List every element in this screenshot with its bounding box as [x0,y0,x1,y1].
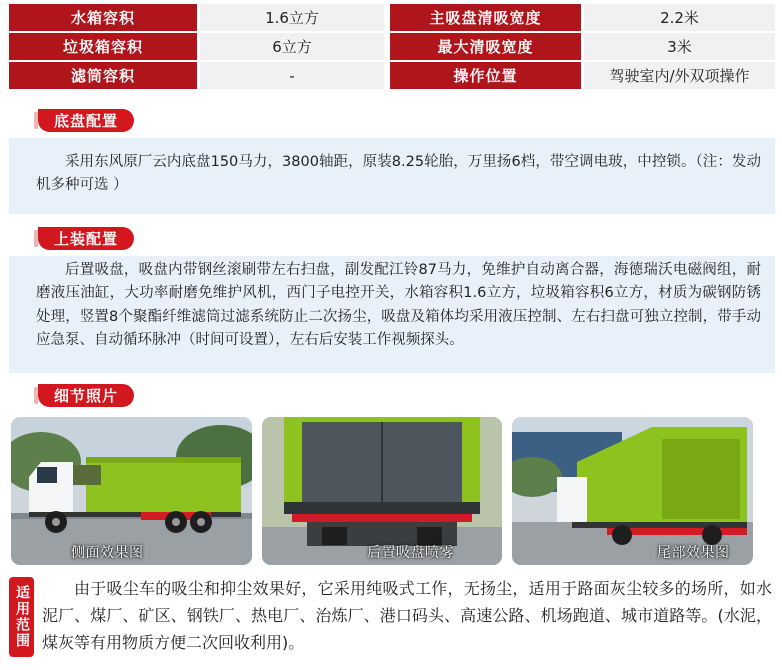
spec-row [9,33,775,60]
scope-description: 由于吸尘车的吸尘和抑尘效果好，它采用纯吸式工作，无扬尘，适用于路面灰尘较多的场所，如水泥厂、煤厂、矿区、钢铁厂、热电厂、治炼厂、港口码头、高速公路、机场跑道、城市道路等。(水泥，煤灰等有用物质方便二次回收利用)。 [42,579,772,652]
chassis-description: 采用东风原厂云内底盘150马力，3800轴距，原装8.25轮胎，万里扬6档，带空调电玻，中控锁。（注：发动机多种可选 ） [9,138,775,214]
spec-row [9,4,775,31]
photo-caption: 尾部效果图 [657,545,730,561]
upper-description: 后置吸盘，吸盘内带钢丝滚刷带左右扫盘，副发配江铃87马力，免维护自动离合器，海德瑞沃电磁阀组，耐磨液压油缸，大功率耐磨免维护风机，西门子电控开关，水箱容积1.6立方，垃圾箱容积6立方，材质为碳钢防锈处理，竖置8个聚酯纤维滤筒过滤系统防止二次扬尘，吸盘及箱体均采用液压控制、左右扫盘可独立控制，带手动应急泵、自动循环脉冲（时间可设置），左右后安装工作视频探头。 [9,256,775,373]
spec-label: 垃圾箱容积 [9,33,197,60]
photo-caption: 侧面效果图 [71,545,144,561]
spec-label: 最大清吸宽度 [390,33,581,60]
spec-row [9,62,775,89]
spec-value: 驾驶室内/外双项操作 [584,62,775,89]
spec-value: 2.2米 [584,4,775,31]
side-view-photo [11,417,252,565]
spec-label: 滤筒容积 [9,62,197,89]
photos-section-tag: 细节照片 [38,384,134,407]
chassis-section-tag: 底盘配置 [38,109,134,132]
upper-section-tag: 上装配置 [38,227,134,250]
spec-value: 1.6立方 [200,4,384,31]
spec-value: - [200,62,384,89]
spec-value: 6立方 [200,33,384,60]
rear-suction-photo [262,417,502,565]
spec-table [9,4,775,91]
photo-caption: 后置吸盘喷雾 [367,545,454,561]
spec-label: 水箱容积 [9,4,197,31]
spec-label: 主吸盘清吸宽度 [390,4,581,31]
scope-badge: 适用范围 [9,577,34,657]
spec-value: 3米 [584,33,775,60]
spec-label: 操作位置 [390,62,581,89]
tail-view-photo [512,417,753,565]
